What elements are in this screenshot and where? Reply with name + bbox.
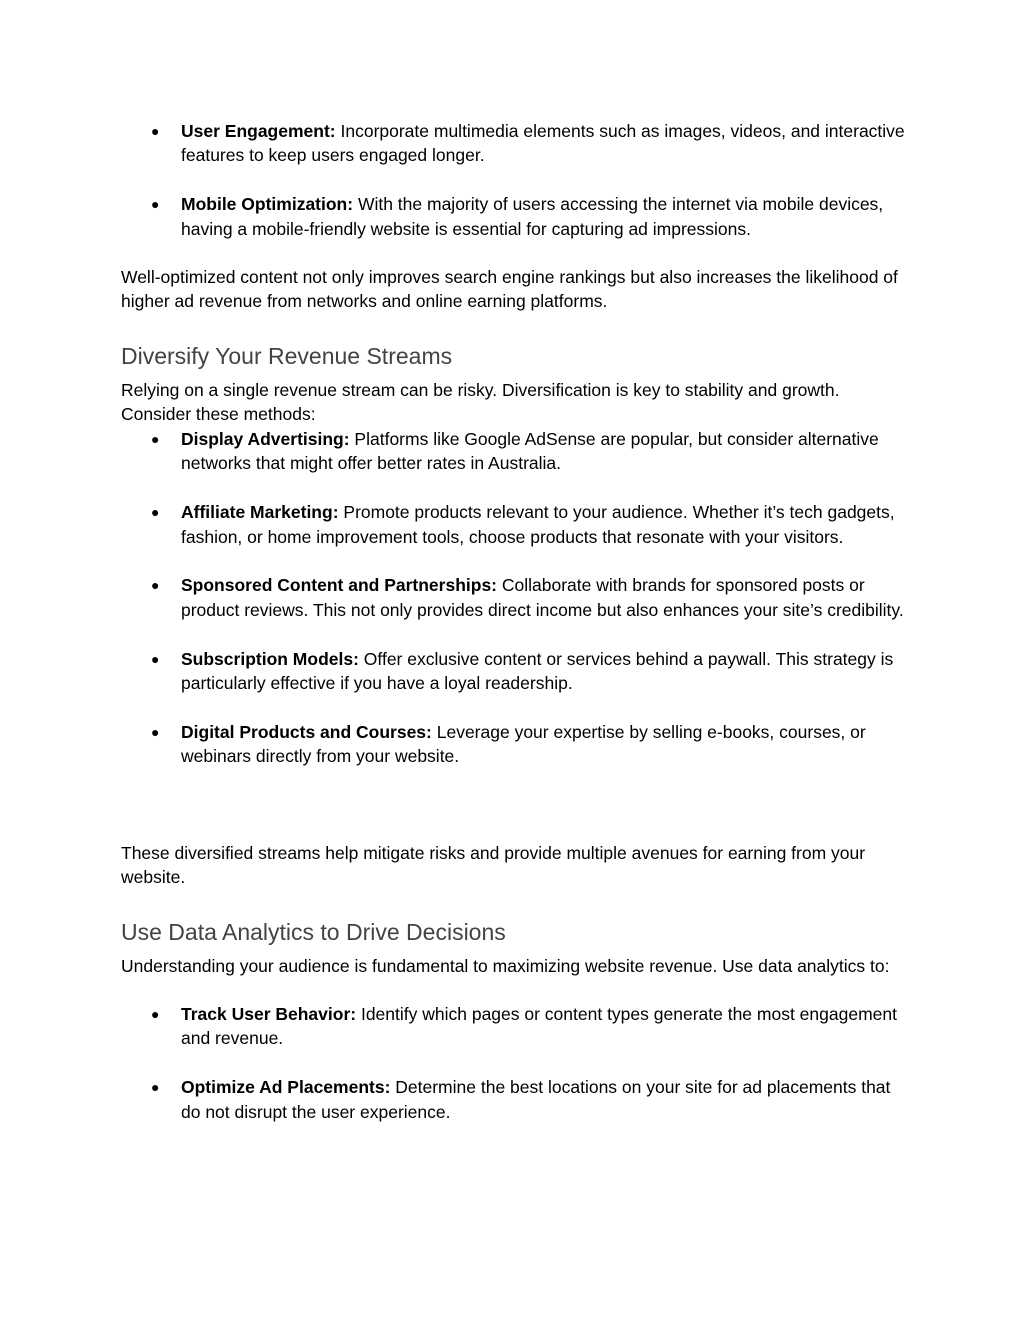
item-label: Optimize Ad Placements: xyxy=(181,1077,391,1098)
list-item xyxy=(121,1075,911,1124)
bullet-icon: ● xyxy=(151,504,160,521)
bullet-icon: ● xyxy=(151,431,160,447)
item-text: Offer exclusive content or services behind a paywall. This strategy is particularly effective if you have a loyal readership. xyxy=(181,648,894,694)
heading-diversify: Diversify Your Revenue Streams xyxy=(121,343,453,369)
item-label: Mobile Optimization: xyxy=(181,194,354,215)
bullet-list-optimization xyxy=(121,119,911,241)
list-item xyxy=(121,119,911,168)
paragraph-analytics-intro: Understanding your audience is fundamental to maximizing website revenue. Use data analytics to: xyxy=(121,956,890,976)
bullet-icon: ● xyxy=(151,1079,160,1096)
paragraph-diversify-intro: Relying on a single revenue stream can be risky. Diversification is key to stability and growth. Consider these methods: xyxy=(121,380,840,425)
item-text: Incorporate multimedia elements such as images, videos, and interactive features to keep users engaged longer. xyxy=(181,121,905,166)
bullet-list-revenue-streams xyxy=(121,427,911,769)
item-label: Track User Behavior: xyxy=(181,1004,357,1024)
list-item xyxy=(121,1002,911,1051)
item-text: Promote products relevant to your audience. Whether it’s tech gadgets, fashion, or home improvement tools, choose products that resonate with your visitors. xyxy=(181,502,895,547)
paragraph-diversified-summary: These diversified streams help mitigate risks and provide multiple avenues for earning from your website. xyxy=(121,843,866,888)
bullet-icon: ● xyxy=(151,1006,160,1022)
paragraph-optimized-content: Well-optimized content not only improves search engine rankings but also increases the likelihood of higher ad revenue from networks and online earning platforms. xyxy=(121,267,898,312)
item-label: Digital Products and Courses: xyxy=(181,721,432,742)
item-text: Collaborate with brands for sponsored posts or product reviews. This not only provides direct income but also enhances your site’s credibility. xyxy=(181,575,904,620)
bullet-icon: ● xyxy=(151,123,160,139)
item-text: Leverage your expertise by selling e-books, courses, or webinars directly from your website. xyxy=(181,721,866,767)
list-item xyxy=(121,192,911,241)
item-text: With the majority of users accessing the internet via mobile devices, having a mobile-friendly website is essential for capturing ad impressions. xyxy=(181,194,884,239)
item-label: Sponsored Content and Partnerships: xyxy=(181,575,497,596)
item-text: Identify which pages or content types generate the most engagement and revenue. xyxy=(181,1004,897,1049)
list-item xyxy=(121,573,911,622)
bullet-icon: ● xyxy=(151,723,160,740)
item-label: User Engagement: xyxy=(181,121,336,141)
list-item xyxy=(121,647,911,696)
list-item xyxy=(121,500,911,549)
heading-data-analytics: Use Data Analytics to Drive Decisions xyxy=(121,919,506,945)
item-label: Affiliate Marketing: xyxy=(181,502,339,523)
item-text: Determine the best locations on your site for ad placements that do not disrupt the user experience. xyxy=(181,1077,891,1122)
bullet-icon: ● xyxy=(151,577,160,594)
list-item xyxy=(121,427,911,476)
item-text: Platforms like Google AdSense are popular, but consider alternative networks that might offer better rates in Australia. xyxy=(181,429,879,474)
bullet-icon: ● xyxy=(151,650,160,667)
bullet-list-analytics xyxy=(121,1002,911,1124)
list-item xyxy=(121,720,911,769)
bullet-icon: ● xyxy=(151,196,160,213)
item-label: Display Advertising: xyxy=(181,429,350,449)
item-label: Subscription Models: xyxy=(181,648,359,669)
